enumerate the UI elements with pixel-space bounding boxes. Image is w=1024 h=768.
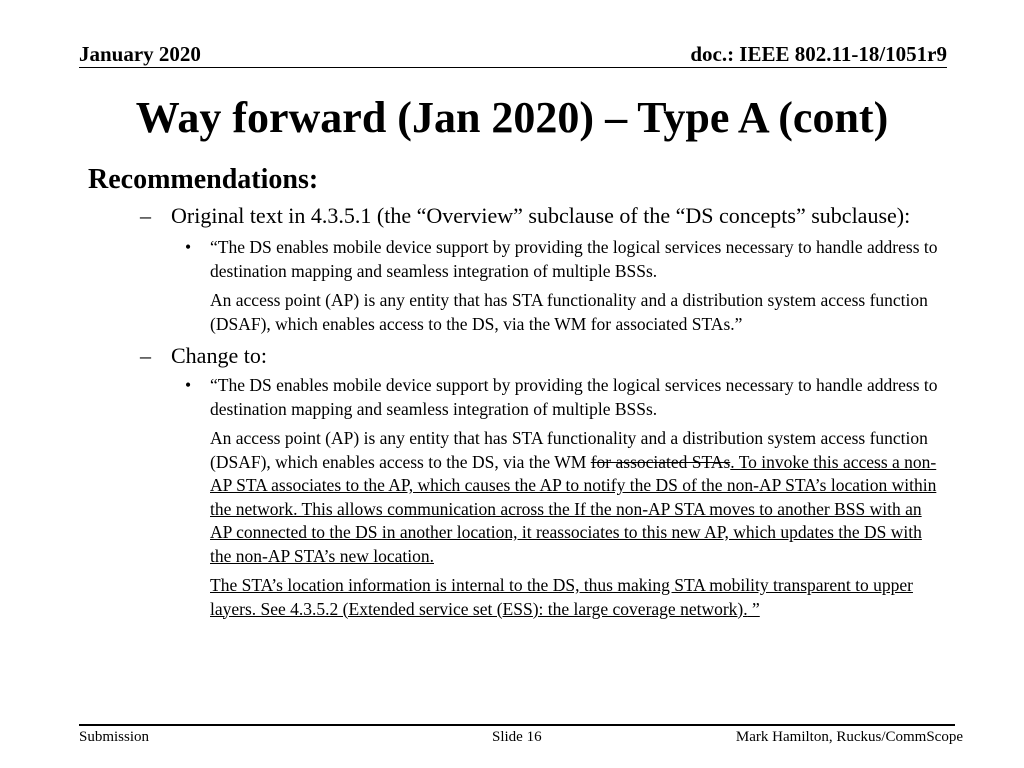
- dash-item-change-text: Change to:: [171, 343, 267, 368]
- footer-author: Mark Hamilton, Ruckus/CommScope: [735, 729, 963, 745]
- bullet-item-change: [88, 374, 938, 421]
- footer-slide-number: Slide 16: [492, 729, 542, 745]
- footer-submission: Submission: [79, 729, 150, 745]
- footer-divider: [79, 724, 955, 726]
- header-date: January 2020: [79, 42, 201, 66]
- dash-marker: –: [140, 343, 151, 368]
- header-divider: [79, 67, 947, 68]
- dash-item-change: [88, 342, 938, 370]
- recommendations-heading: Recommendations:: [88, 164, 319, 195]
- paragraph-original-ap: An access point (AP) is any entity that has STA functionality and a distribution system access function (DSAF), which enables access to the DS, via the WM for associated STAs.”: [210, 290, 928, 334]
- bullet-marker: •: [185, 237, 192, 257]
- inserted-text: . To invoke this access a non-AP STA associates to the AP, which causes the AP to notify the DS of the non-AP STA’s location within the network. This allows communication across the If the non-AP STA moves to another BSS with an AP connected to the DS in another location, it reassociates to this new AP, which updates the DS with the non-AP STA’s new location.: [210, 451, 937, 566]
- inserted-text-location: The STA’s location information is internal to the DS, thus making STA mobility transparent to upper layers. See 4.3.5.2 (Extended service set (ESS): the large coverage network).: [210, 575, 913, 619]
- dash-item-original: [88, 202, 938, 230]
- bullet-item-original-text: “The DS enables mobile device support by providing the logical services necessary to handle address to destination mapping and seamless integration of multiple BSSs.: [210, 237, 938, 281]
- paragraph-change-ap: [88, 427, 938, 568]
- deleted-text: for associated STAs: [590, 451, 731, 472]
- header-doc-id: doc.: IEEE 802.11-18/1051r9: [690, 42, 947, 66]
- closing-quote: ”: [747, 598, 760, 619]
- dash-marker: –: [140, 203, 151, 228]
- slide-body: [88, 160, 938, 627]
- bullet-item-change-text: “The DS enables mobile device support by providing the logical services necessary to handle address to destination mapping and seamless integration of multiple BSSs.: [210, 375, 938, 419]
- slide-title: Way forward (Jan 2020) – Type A (cont): [135, 93, 889, 142]
- paragraph-change-location: [88, 574, 938, 621]
- paragraph-change-plain-text: An access point (AP) is any entity that has STA functionality and a distribution system access function (DSAF), which enables access to the DS, via the WM: [210, 428, 928, 472]
- dash-item-original-text: Original text in 4.3.5.1 (the “Overview” subclause of the “DS concepts” subclause):: [171, 203, 911, 228]
- bullet-item-original: [88, 236, 938, 283]
- bullet-marker: •: [185, 375, 192, 395]
